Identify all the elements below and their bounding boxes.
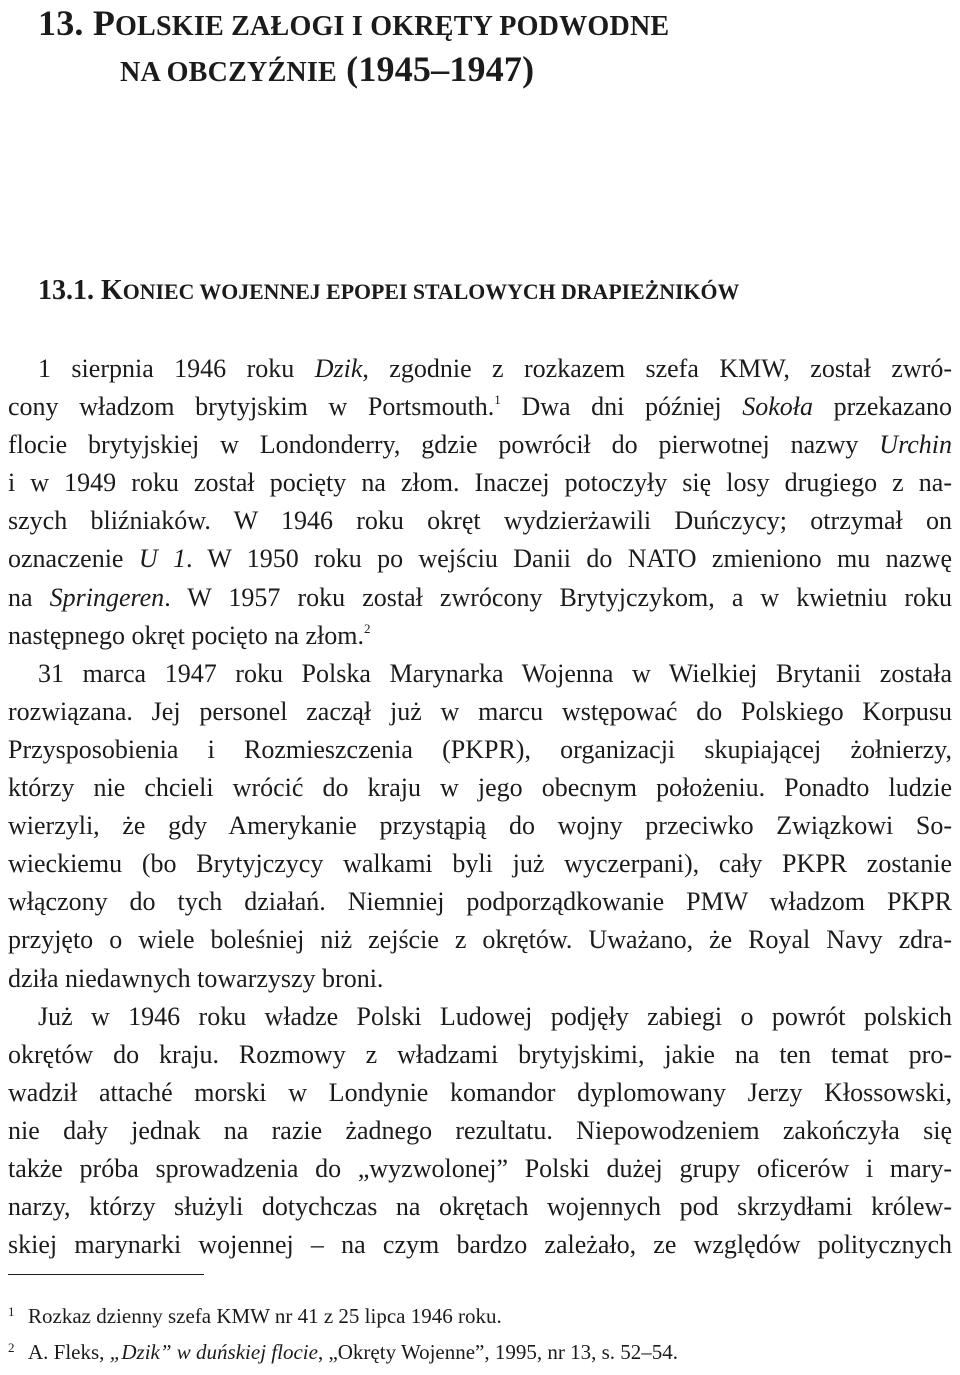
text-line: 31 marca 1947 roku Polska Marynarka Wojenna w Wielkiej Brytanii została xyxy=(38,658,952,688)
section-title-initial: K xyxy=(101,275,123,306)
text-span: cony władzom brytyjskim w Portsmouth. xyxy=(8,392,495,422)
text-line: którzy nie chcieli wrócić do kraju w jego obecnym położeniu. Ponadto ludzie xyxy=(8,773,952,803)
chapter-title-line2: NA OBCZYŹNIE xyxy=(120,57,337,88)
ship-name: Springeren xyxy=(49,582,165,612)
text-line: przyjęto o wiele boleśniej niż zejście z okrętów. Uważano, że Royal Navy zdra- xyxy=(8,925,952,955)
section-title-rest: ONIEC WOJENNEJ EPOPEI STALOWYCH DRAPIEŻNIKÓW xyxy=(122,280,740,304)
footnote-number: 1 xyxy=(8,1304,15,1319)
text-span: . W 1950 roku po wejściu Danii do NATO zmieniono mu nazwę xyxy=(185,544,953,574)
text-line: wierzyli, że gdy Amerykanie przystąpią do wojny przeciwko Związkowi So- xyxy=(8,811,952,841)
text-line: narzy, którzy służyli dotychczas na okrętach wojennych pod skrzydłami królew- xyxy=(8,1192,952,1222)
chapter-heading-line-1 xyxy=(38,2,938,48)
footnote-1 xyxy=(8,1294,952,1330)
footnotes xyxy=(8,1294,952,1366)
text-line xyxy=(8,617,952,655)
ship-name: Sokoła xyxy=(742,392,813,422)
text-line: okrętów do kraju. Rozmowy z władzami brytyjskimi, jakie na ten temat pro- xyxy=(8,1039,952,1069)
text-line xyxy=(8,579,952,617)
text-span: 1 sierpnia 1946 roku xyxy=(38,354,315,383)
footnote-text xyxy=(28,1334,678,1370)
footnote-divider xyxy=(8,1274,204,1275)
text-span: oznaczenie xyxy=(8,544,139,574)
text-line: Przysposobienia i Rozmieszczenia (PKPR), organizacji skupiającej żołnierzy, xyxy=(8,734,952,764)
chapter-years: (1945–1947) xyxy=(336,49,535,89)
text-line xyxy=(8,388,952,426)
text-span: A. Fleks, xyxy=(28,1340,110,1365)
text-line: Już w 1946 roku władze Polski Ludowej podjęły zabiegi o powrót polskich xyxy=(38,1001,952,1031)
chapter-title-rest: OLSKIE ZAŁOGI I OKRĘTY PODWODNE xyxy=(115,11,670,42)
text-line xyxy=(8,350,952,388)
text-line: rozwiązana. Jej personel zaczął już w marcu wstępować do Polskiego Korpusu xyxy=(8,696,952,726)
text-line xyxy=(8,426,952,464)
text-span: , zgodnie z rozkazem szefa KMW, został zwró- xyxy=(362,354,953,383)
ship-name: Urchin xyxy=(879,430,952,460)
article-title: „Dzik” w duńskiej flocie xyxy=(109,1340,318,1365)
section-number: 13.1. xyxy=(38,275,94,306)
text-line: włączony do tych działań. Niemniej podporządkowanie PMW władzom PKPR xyxy=(8,887,952,917)
ship-designation: U 1 xyxy=(138,544,186,574)
text-line: szych bliźniaków. W 1946 roku okręt wydzierżawili Duńczycy; otrzymał on xyxy=(8,506,952,536)
text-span: . W 1957 roku został zwrócony Brytyjczykom, a w kwietniu roku xyxy=(164,582,952,612)
text-span: , „Okręty Wojenne”, 1995, nr 13, s. 52–54. xyxy=(317,1340,679,1365)
text-line: także próba sprowadzenia do „wyzwolonej” Polski dużej grupy oficerów i mary- xyxy=(8,1153,952,1183)
text-line xyxy=(8,540,952,578)
footnote-ref: 2 xyxy=(363,620,371,636)
chapter-title-initial: P xyxy=(92,3,116,43)
footnote-number: 2 xyxy=(8,1340,15,1355)
ship-name: Dzik xyxy=(314,354,363,383)
text-span: Dwa dni później xyxy=(500,392,743,422)
footnote-ref: 1 xyxy=(494,392,501,408)
chapter-heading-line-2 xyxy=(38,48,938,94)
chapter-number: 13. xyxy=(38,3,84,43)
text-span: następnego okręt pocięto na złom. xyxy=(8,620,364,650)
text-line: nie dały jednak na razie żadnego rezultatu. Niepowodzeniem zakończyła się xyxy=(8,1115,952,1145)
footnote-2 xyxy=(8,1330,952,1366)
text-line: i w 1949 roku został pocięty na złom. Inaczej potoczyły się losy drugiego z na- xyxy=(8,468,952,498)
section-heading xyxy=(38,274,938,309)
text-line: skiej marynarki wojennej – na czym bardzo zależało, ze względów politycznych xyxy=(8,1230,952,1260)
text-span: przekazano xyxy=(813,392,953,422)
body-text xyxy=(8,350,952,1264)
text-line: wieckiemu (bo Brytyjczycy walkami byli już wyczerpani), cały PKPR zostanie xyxy=(8,849,952,879)
text-span: na xyxy=(8,582,50,612)
text-span: flocie brytyjskiej w Londonderry, gdzie powrócił do pierwotnej nazwy xyxy=(8,430,880,460)
text-line: dziła niedawnych towarzyszy broni. xyxy=(8,963,384,993)
chapter-heading xyxy=(38,2,938,94)
text-line: wadził attaché morski w Londynie komandor dyplomowany Jerzy Kłossowski, xyxy=(8,1077,952,1107)
footnote-text: Rozkaz dzienny szefa KMW nr 41 z 25 lipca 1946 roku. xyxy=(28,1304,502,1329)
